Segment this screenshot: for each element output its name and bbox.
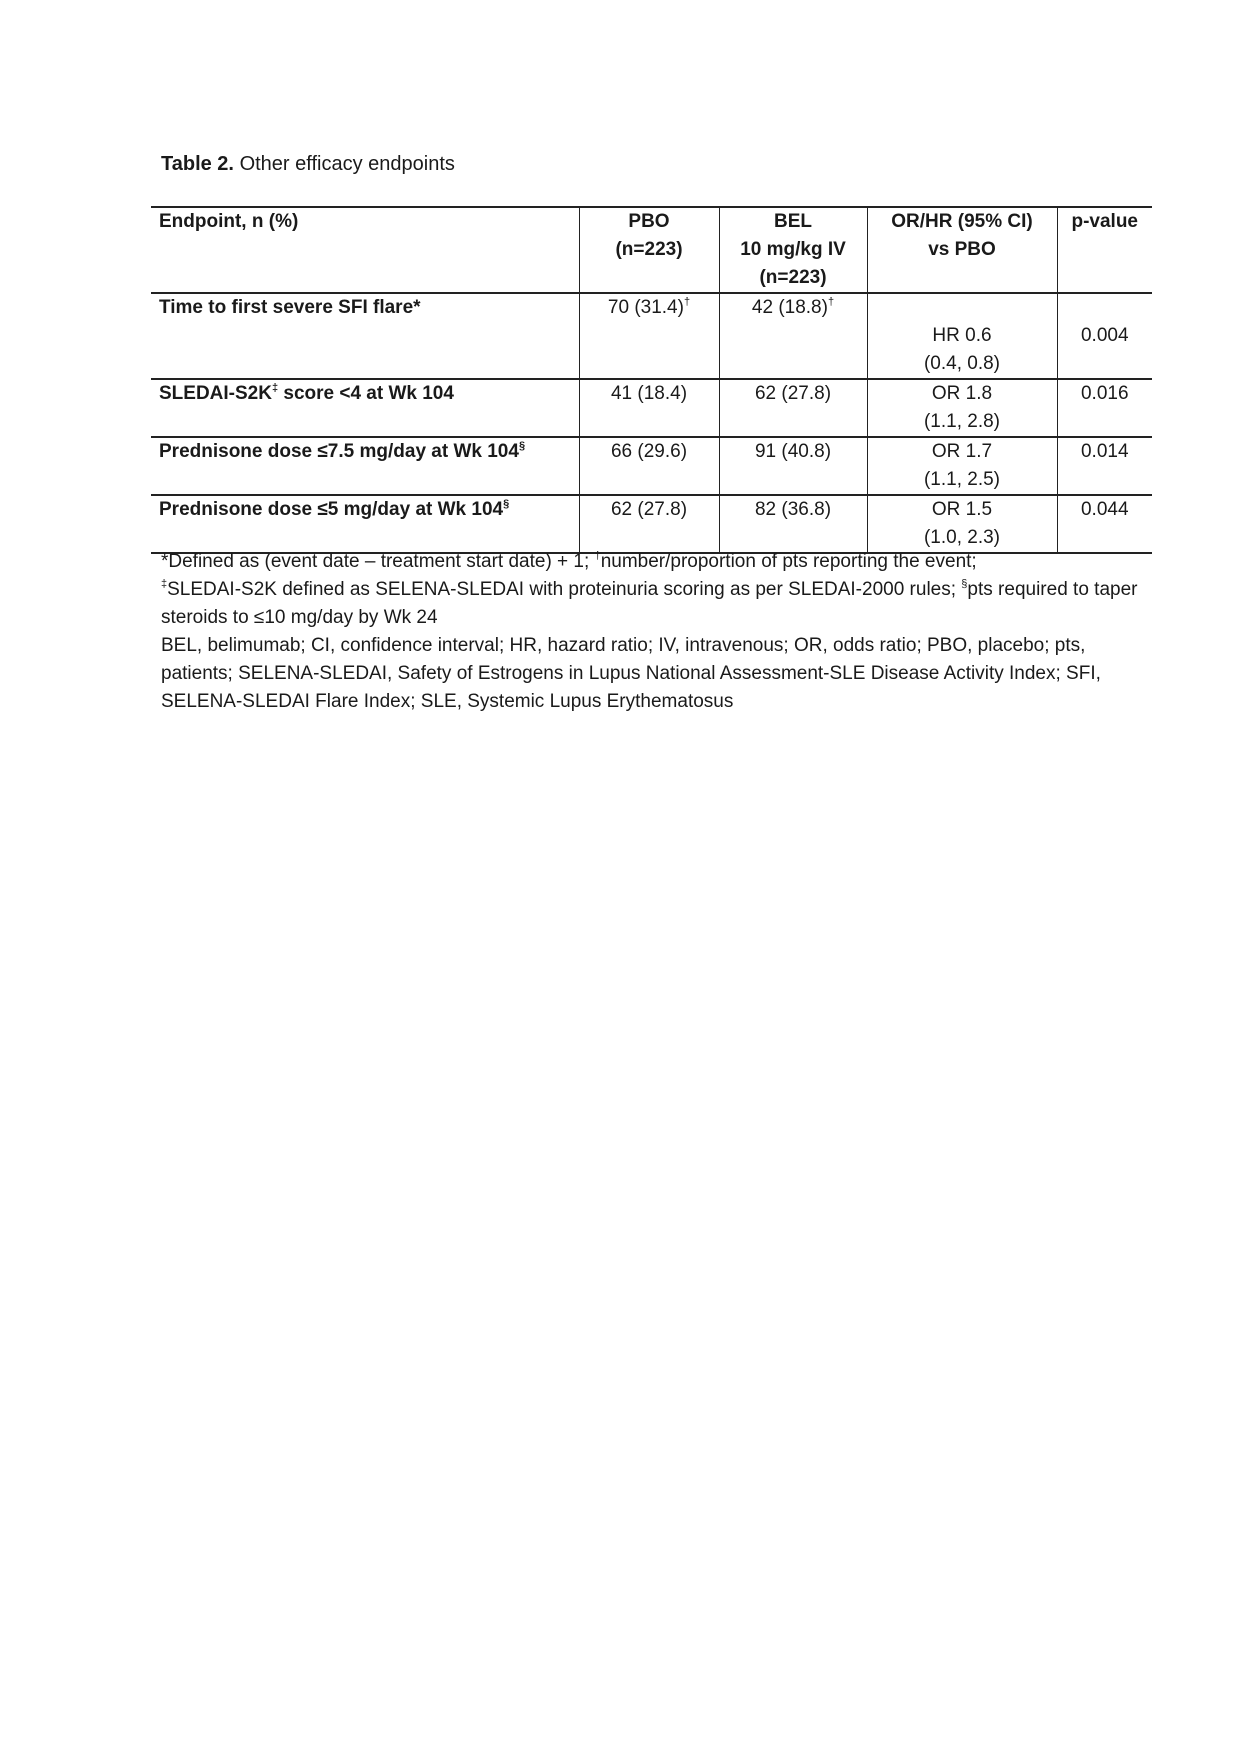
row-ratio: OR 1.7 (1.1, 2.5) xyxy=(867,437,1057,495)
row-pbo: 62 (27.8) xyxy=(579,495,719,553)
header-pbo: PBO (n=223) xyxy=(579,207,719,293)
table-footnotes xyxy=(161,548,1151,716)
efficacy-endpoints-table xyxy=(151,206,1152,554)
table-caption-label: Table 2. xyxy=(161,153,234,175)
header-endpoint: Endpoint, n (%) xyxy=(151,207,579,293)
row-endpoint: SLEDAI-S2K‡ score <4 at Wk 104 xyxy=(151,379,579,437)
row-pbo: 70 (31.4)† xyxy=(579,293,719,379)
row-endpoint: Time to first severe SFI flare* xyxy=(151,293,579,379)
table-row xyxy=(151,379,1152,437)
row-ratio: OR 1.5 (1.0, 2.3) xyxy=(867,495,1057,553)
row-endpoint: Prednisone dose ≤7.5 mg/day at Wk 104§ xyxy=(151,437,579,495)
table-row xyxy=(151,437,1152,495)
row-bel: 62 (27.8) xyxy=(719,379,867,437)
row-pbo: 66 (29.6) xyxy=(579,437,719,495)
row-pvalue: 0.044 xyxy=(1057,495,1152,553)
table-row xyxy=(151,293,1152,379)
row-pvalue: 0.004 xyxy=(1057,293,1152,379)
footnote-abbreviations: BEL, belimumab; CI, confidence interval; HR, hazard ratio; IV, intravenous; OR, odds ratio; PBO, placebo; pts, patients; SELENA-SLEDAI, Safety of Estrogens in Lupus National Assessment-SLE Disease Activity Index; SFI, SELENA-SLEDAI Flare Index; SLE, Systemic Lupus Erythematosus xyxy=(161,635,1101,712)
row-ratio: HR 0.6 (0.4, 0.8) xyxy=(867,293,1057,379)
row-endpoint: Prednisone dose ≤5 mg/day at Wk 104§ xyxy=(151,495,579,553)
row-bel: 82 (36.8) xyxy=(719,495,867,553)
row-bel: 42 (18.8)† xyxy=(719,293,867,379)
header-pvalue: p-value xyxy=(1057,207,1152,293)
header-ratio: OR/HR (95% CI) vs PBO xyxy=(867,207,1057,293)
row-ratio: OR 1.8 (1.1, 2.8) xyxy=(867,379,1057,437)
row-pvalue: 0.014 xyxy=(1057,437,1152,495)
header-bel: BEL 10 mg/kg IV (n=223) xyxy=(719,207,867,293)
row-pvalue: 0.016 xyxy=(1057,379,1152,437)
row-pbo: 41 (18.4) xyxy=(579,379,719,437)
table-header-row xyxy=(151,207,1152,293)
footnote-definitions: *Defined as (event date – treatment start date) + 1; †number/proportion of pts reporting the event; ‡SLEDAI-S2K defined as SELENA-SLEDAI with proteinuria scoring as per SLEDAI-2000 rules; §pts required to taper steroids to ≤10 mg/day by Wk 24 xyxy=(161,550,1138,628)
row-bel: 91 (40.8) xyxy=(719,437,867,495)
table-caption-text: Other efficacy endpoints xyxy=(239,153,455,175)
table-row xyxy=(151,495,1152,553)
table-caption xyxy=(161,150,455,178)
